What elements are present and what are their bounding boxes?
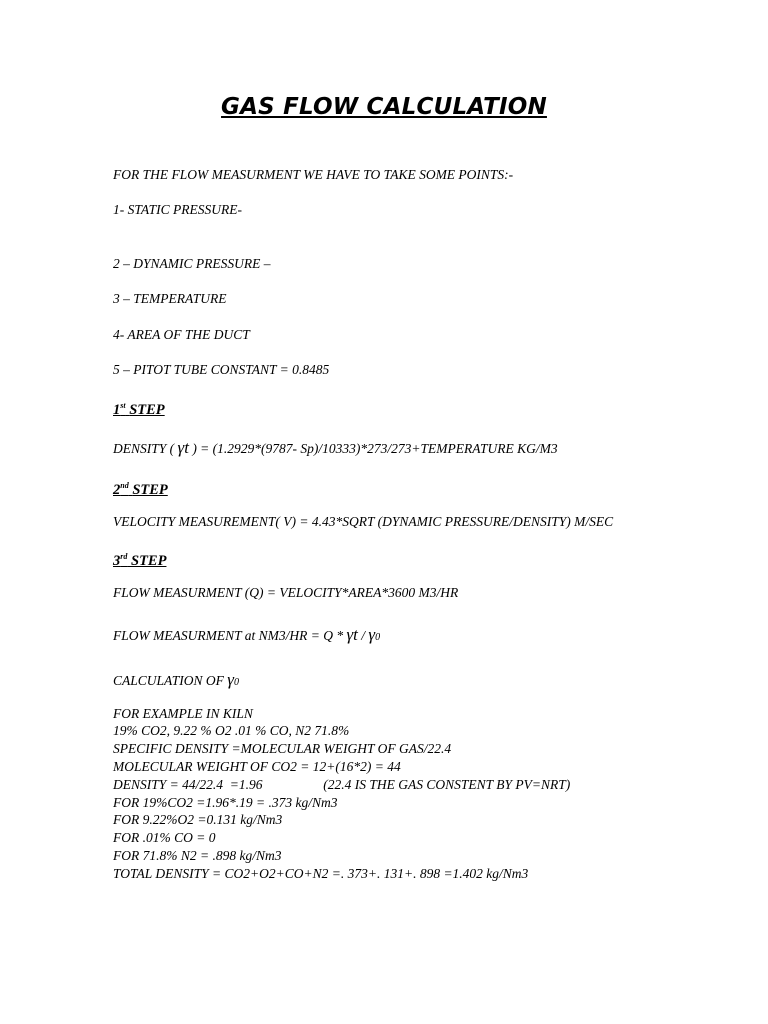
example-line: FOR EXAMPLE IN KILN	[113, 706, 253, 721]
gamma-t-symbol: γt	[346, 625, 358, 644]
example-line: FOR 71.8% N2 = .898 kg/Nm3	[113, 848, 282, 863]
velocity-formula: VELOCITY MEASUREMENT( V) = 4.43*SQRT (DYNAMIC PRESSURE/DENSITY) M/SEC	[113, 514, 614, 529]
flow-formula: FLOW MEASURMENT (Q) = VELOCITY*AREA*3600 M3/HR	[113, 585, 459, 600]
point-pitot-constant: 5 – PITOT TUBE CONSTANT = 0.8485	[113, 362, 330, 377]
calculation-heading: CALCULATION OF γ0	[113, 670, 239, 689]
example-line: MOLECULAR WEIGHT OF CO2 = 12+(16*2) = 44	[113, 759, 401, 774]
step-2-heading: 2nd STEP	[113, 481, 168, 498]
flow-nm3-formula: FLOW MEASURMENT at NM3/HR = Q * γt / γ0	[113, 625, 381, 644]
gamma-t-symbol: γt	[177, 438, 189, 457]
gamma-symbol: γ	[227, 670, 234, 689]
step-3-heading: 3rd STEP	[113, 552, 167, 569]
example-line: SPECIFIC DENSITY =MOLECULAR WEIGHT OF GAS/22.4	[113, 741, 452, 756]
point-dynamic-pressure: 2 – DYNAMIC PRESSURE –	[113, 256, 271, 271]
gamma-symbol: γ	[368, 625, 376, 644]
example-line: FOR 9.22%O2 =0.131 kg/Nm3	[113, 812, 283, 827]
example-line: FOR .01% CO = 0	[113, 830, 216, 845]
page-title: GAS FLOW CALCULATION	[221, 94, 547, 120]
example-line: DENSITY = 44/22.4 =1.96 (22.4 IS THE GAS CONSTENT BY PV=NRT)	[113, 777, 571, 792]
point-temperature: 3 – TEMPERATURE	[113, 291, 227, 306]
example-line: TOTAL DENSITY = CO2+O2+CO+N2 =. 373+. 131+. 898 =1.402 kg/Nm3	[113, 866, 529, 881]
intro-text: FOR THE FLOW MEASURMENT WE HAVE TO TAKE SOME POINTS:-	[113, 167, 514, 182]
example-line: FOR 19%CO2 =1.96*.19 = .373 kg/Nm3	[113, 795, 338, 810]
density-formula: DENSITY ( γt ) = (1.2929*(9787- Sp)/10333)*273/273+TEMPERATURE KG/M3	[113, 438, 558, 457]
point-duct-area: 4- AREA OF THE DUCT	[113, 327, 250, 342]
example-line: 19% CO2, 9.22 % O2 .01 % CO, N2 71.8%	[113, 723, 350, 738]
step-1-heading: 1st STEP	[113, 401, 165, 418]
point-static-pressure: 1- STATIC PRESSURE-	[113, 202, 242, 217]
